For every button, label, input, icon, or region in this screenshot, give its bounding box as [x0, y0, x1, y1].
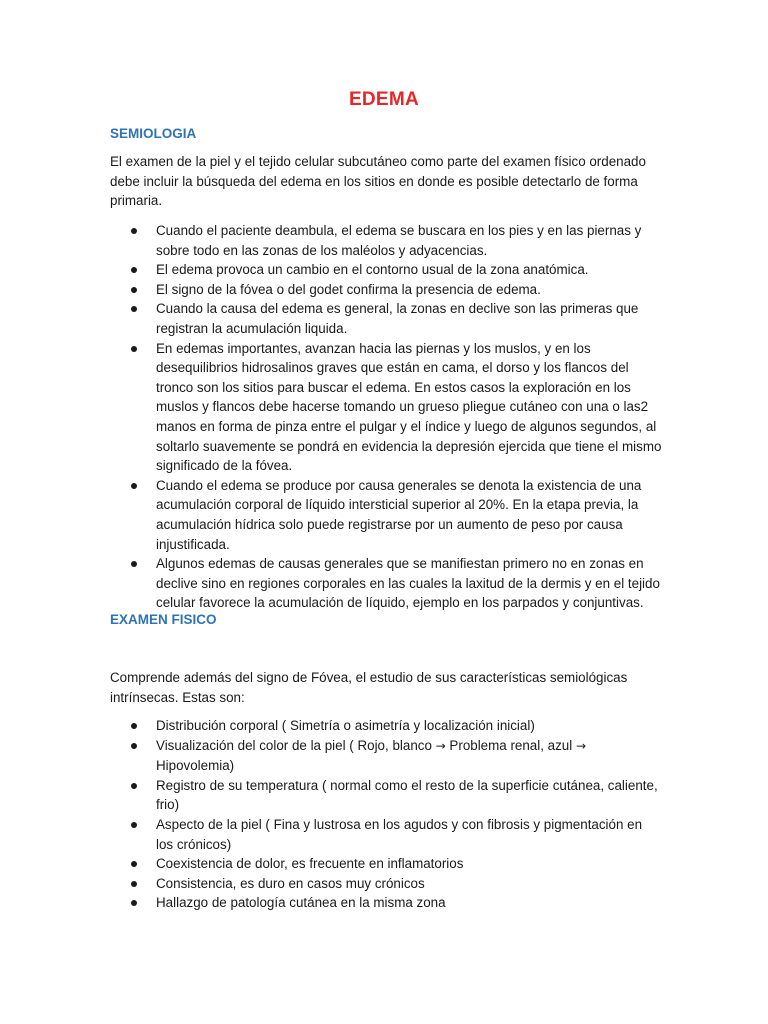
list-item-text: Registro de su temperatura ( normal como el resto de la superficie cutánea, caliente, frio): [156, 777, 658, 813]
list-item: [110, 716, 662, 736]
section-heading-examen-fisico: EXAMEN FISICO: [110, 612, 217, 627]
list-item-text: Coexistencia de dolor, es frecuente en inflamatorios: [156, 856, 464, 872]
arrow-right-icon: →: [435, 738, 446, 753]
section-heading-semiologia: SEMIOLOGIA: [110, 126, 197, 141]
list-item-text: Problema renal, azul: [445, 737, 576, 753]
list-item: [110, 280, 662, 300]
bullet-icon: [131, 861, 137, 867]
bullet-icon: [131, 346, 137, 352]
bullet-icon: [131, 483, 137, 489]
bullet-icon: [131, 822, 137, 828]
list-item: [110, 893, 662, 913]
list-item: [110, 815, 662, 854]
bullet-icon: [131, 743, 137, 749]
list-item-text: Cuando el edema se produce por causa generales se denota la existencia de una acumulación corporal de líquido intersticial superior al 20%. En la etapa previa, la acumulación hídrica solo puede registrarse por un aumento de peso por causa injustificada.: [156, 477, 642, 552]
bullet-icon: [131, 881, 137, 887]
bullet-icon: [131, 287, 137, 293]
list-item-text: Hipovolemia): [156, 758, 235, 774]
semiologia-bullet-list: [110, 221, 662, 613]
bullet-icon: [131, 723, 137, 729]
bullet-icon: [131, 783, 137, 789]
bullet-icon: [131, 228, 137, 234]
bullet-icon: [131, 561, 137, 567]
arrow-right-icon: →: [575, 738, 587, 753]
list-item: [110, 299, 662, 338]
list-item-text: Consistencia, es duro en casos muy crónicos: [156, 875, 425, 891]
list-item-text: Visualización del color de la piel ( Rojo, blanco: [156, 737, 436, 753]
bullet-icon: [131, 267, 137, 273]
examen-fisico-bullet-list: [110, 716, 662, 913]
list-item: [110, 554, 662, 613]
list-item: [110, 260, 662, 280]
list-item-text: Distribución corporal ( Simetría o asimetría y localización inicial): [156, 718, 535, 733]
list-item: [110, 854, 662, 874]
list-item-text: Hallazgo de patología cutánea en la misma zona: [156, 895, 446, 911]
document-title: EDEMA: [348, 89, 420, 110]
list-item: [110, 874, 662, 894]
list-item-text: Cuando la causa del edema es general, la zonas en declive son las primeras que registran la acumulación liquida.: [156, 301, 639, 336]
list-item: [110, 339, 662, 476]
list-item-text: El edema provoca un cambio en el contorno usual de la zona anatómica.: [156, 262, 589, 278]
semiologia-intro: El examen de la piel y el tejido celular subcutáneo como parte del examen físico ordenado debe incluir la búsqueda del edema en los sitios en donde es posible detectarlo de forma primaria.: [110, 154, 646, 209]
list-item: [110, 476, 662, 554]
examen-fisico-intro: Comprende además del signo de Fóvea, el estudio de sus características semiológicas intrínsecas. Estas son:: [110, 670, 628, 705]
bullet-icon: [131, 306, 137, 312]
list-item: [110, 776, 662, 815]
list-item-text: En edemas importantes, avanzan hacia las piernas y los muslos, y en los desequilibrios hidrosalinos graves que están en cama, el dorso y los flancos del tronco son los sitios para buscar el edema. En estos casos la exploración en los muslos y flancos debe hacerse tomando un grueso pliegue cutáneo con una o las2 manos en forma de pinza entre el pulgar y el índice y luego de algunos segundos, al soltarlo suavemente se pondrá en evidencia la depresión ejercida que tiene el mismo significado de la fóvea.: [156, 340, 662, 474]
list-item-text: El signo de la fóvea o del godet confirma la presencia de edema.: [156, 281, 541, 297]
bullet-icon: [131, 900, 137, 906]
list-item: [110, 221, 662, 260]
list-item-text: Cuando el paciente deambula, el edema se buscara en los pies y en las piernas y sobre todo en las zonas de los maléolos y adyacencias.: [156, 223, 642, 258]
list-item-text: Aspecto de la piel ( Fina y lustrosa en los agudos y con fibrosis y pigmentación en los crónicos): [156, 816, 643, 852]
list-item: [110, 736, 662, 776]
list-item-text: Algunos edemas de causas generales que se manifiestan primero no en zonas en declive sino en regiones corporales en las cuales la laxitud de la dermis y en el tejido celular favorece la acumulación de líquido, ejemplo en los parpados y conjuntivas.: [156, 556, 660, 611]
